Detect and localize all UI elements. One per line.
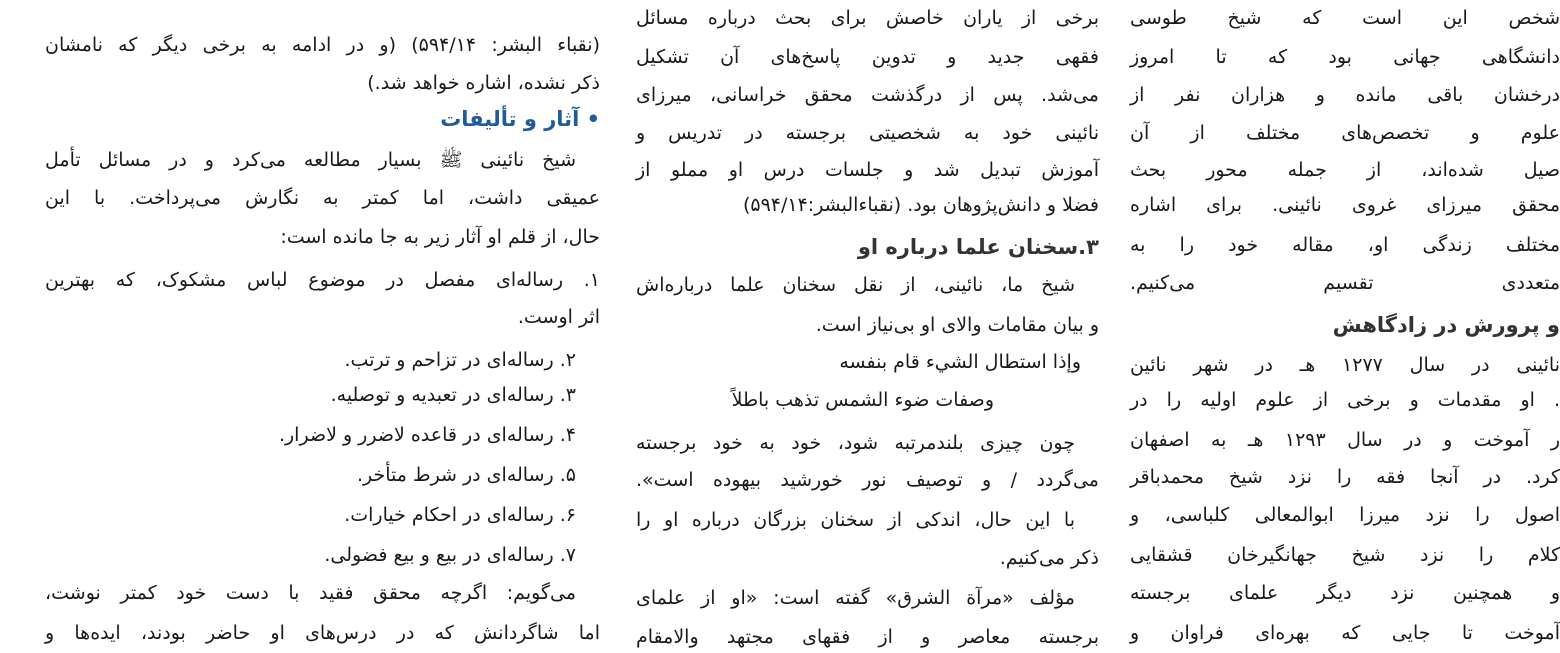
- text-line: مؤلف «مرآة الشرق» گفته است: «او از علمای: [636, 587, 1075, 609]
- verse-line: وصفات ضوء الشمس تذهب باطلاً: [731, 389, 994, 411]
- text-line: درخشان باقی مانده و هزاران نفر از: [1130, 84, 1560, 106]
- text-line: و همچنین نزد دیگر علمای برجسته: [1130, 582, 1560, 604]
- text-line: با این حال، اندکی از سخنان بزرگان درباره او را: [636, 509, 1075, 531]
- text-line: متعددی تقسیم می‌کنیم.: [1130, 272, 1560, 294]
- text-line: شیخ ما، نائینی، از نقل سخنان علما درباره‌اش: [636, 274, 1075, 296]
- text-line: ۳. رساله‌ای در تعبدیه و توصلیه.: [330, 384, 576, 406]
- text-line: برجسته معاصر و از فقهای مجتهد والامقام: [636, 626, 1099, 648]
- text-line: ۱. رساله‌ای مفصل در موضوع لباس مشکوک، که بهترین: [45, 269, 600, 291]
- text-line: علوم و تخصص‌های مختلف از آن: [1130, 122, 1560, 144]
- text-line: چون چیزی بلندمرتبه شود، خود به خود برجسته: [636, 432, 1075, 454]
- text-line: دانشگاهی جهانی بود که تا امروز: [1130, 46, 1560, 68]
- text-line: ۲. رساله‌ای در تزاحم و ترتب.: [344, 349, 576, 371]
- text-line: کرد. در آنجا فقه را نزد شیخ محمدباقر: [1130, 466, 1560, 488]
- article-column-middle: [636, 0, 1099, 653]
- text-line: نائینی خود به شخصیتی برجسته در تدریس و: [636, 122, 1099, 144]
- text-line: کلام را نزد شیخ جهانگیرخان قشقایی: [1130, 544, 1560, 566]
- text-line: آموخت تا جایی که بهره‌ای فراوان و: [1130, 622, 1560, 644]
- text-line: اثر اوست.: [517, 306, 600, 328]
- text-line: می‌گردد / و توصیف نور خورشید بیهوده است».: [636, 469, 1099, 491]
- text-line: ذکر نشده، اشاره خواهد شد.): [367, 72, 600, 94]
- text-line: حال، از قلم او آثار زیر به جا مانده است:: [280, 226, 600, 248]
- text-line: ۷. رساله‌ای در بیع و بیع فضولی.: [324, 544, 576, 566]
- text-line: (نقباء البشر: ۵۹۴/۱۴) (و در ادامه به برخی دیگر که نامشان: [45, 34, 600, 56]
- text-line: برخی از یاران خاصش برای بحث درباره مسائل: [636, 7, 1099, 29]
- text-line: مختلف زندگی او، مقاله خود را به: [1130, 234, 1560, 256]
- article-column-right: [1130, 0, 1560, 653]
- text-line: و بیان مقامات والای او بی‌نیاز است.: [815, 314, 1099, 336]
- text-line: می‌شد. پس از درگذشت محقق خراسانی، میرزای: [636, 84, 1099, 106]
- text-line: ر آموخت و در سال ۱۲۹۳ هـ به اصفهان: [1130, 429, 1560, 451]
- text-line: صیل شده‌اند، از جمله محور بحث: [1130, 159, 1560, 181]
- text-line: ۵. رساله‌ای در شرط متأخر.: [356, 464, 576, 486]
- section-heading: و پرورش در زادگاهش: [1332, 313, 1560, 337]
- verse-line: وإذا استطال الشيء قام بنفسه: [839, 351, 1081, 373]
- article-column-left: [45, 0, 600, 653]
- text-line: شیخ نائینی ﷺ بسیار مطالعه می‌کرد و در مسائل تأمل: [45, 149, 576, 171]
- text-line: فضلا و دانش‌پژوهان بود. (نقباءالبشر:۵۹۴/۱۴): [742, 194, 1099, 216]
- text-line: اصول را نزد میرزا ابوالمعالی کلباسی، و: [1130, 504, 1560, 526]
- text-line: شخص این است که شیخ طوسی: [1130, 7, 1560, 29]
- text-line: ۴. رساله‌ای در قاعده لاضرر و لاضرار.: [278, 424, 576, 446]
- section-heading: ۳.سخنان علما درباره او: [857, 235, 1099, 259]
- text-line: می‌گویم: اگرچه محقق فقید با دست خود کمتر نوشت،: [45, 582, 576, 604]
- section-heading: • آثار و تألیفات: [440, 107, 600, 131]
- text-line: ذکر می‌کنیم.: [999, 547, 1099, 569]
- text-line: آموزش تبدیل شد و جلسات درس او مملو از: [636, 159, 1099, 181]
- text-line: ۶. رساله‌ای در احکام خیارات.: [344, 504, 576, 526]
- text-line: . او مقدمات و برخی از علوم اولیه را در: [1130, 389, 1560, 411]
- text-line: فقهی جدید و تدوین پاسخ‌های آن تشکیل: [636, 46, 1099, 68]
- text-line: اما شاگردانش که در درس‌های او حاضر بودند، ایده‌ها و: [45, 622, 600, 644]
- text-line: نائینی در سال ۱۲۷۷ هـ در شهر نائین: [1130, 354, 1560, 376]
- text-line: محقق میرزای غروی نائینی. برای اشاره: [1130, 194, 1560, 216]
- text-line: عمیقی داشت، اما کمتر به نگارش می‌پرداخت. با این: [45, 187, 600, 209]
